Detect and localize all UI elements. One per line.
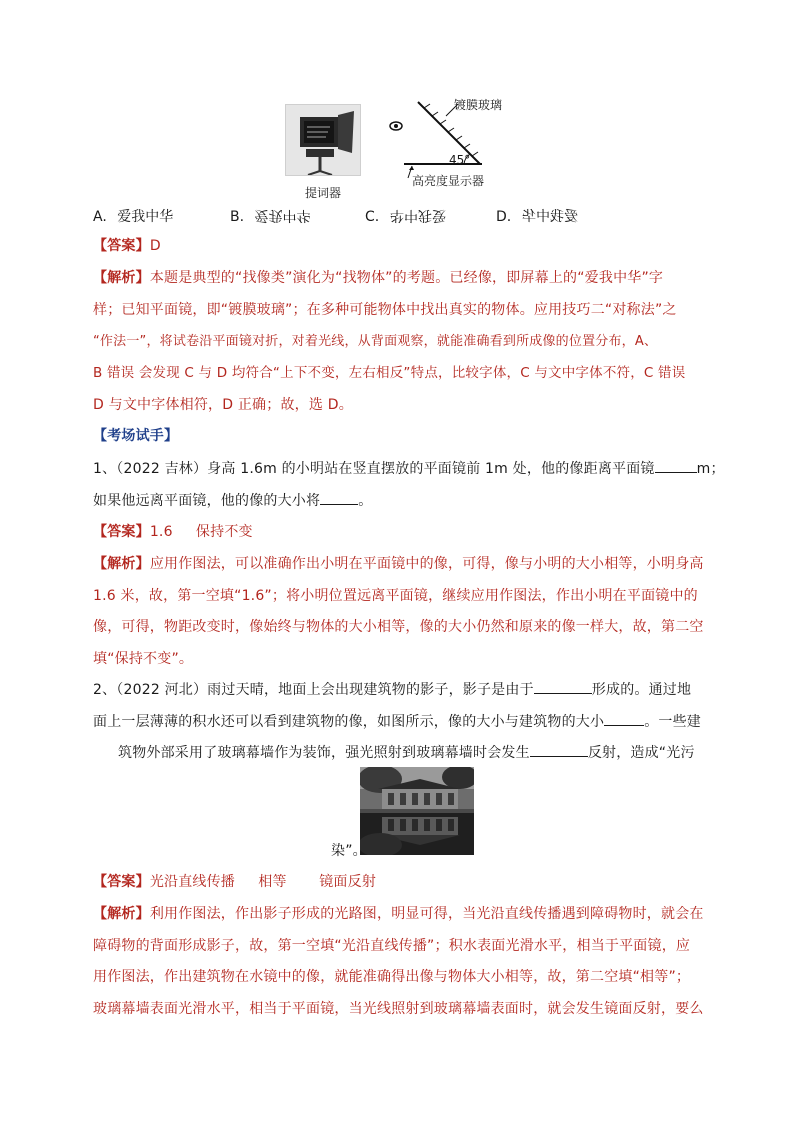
angle-label: 45° <box>449 153 471 167</box>
option-c-text: 爱我中华 <box>389 207 446 223</box>
teleprompter-caption: 提词器 <box>305 186 342 200</box>
option-b-letter: B. <box>230 209 245 225</box>
q2-answer <box>93 871 705 893</box>
option-a-text: 爱我中华 <box>117 209 174 225</box>
q2-blank-3 <box>530 742 588 757</box>
answer-value: D <box>149 238 161 254</box>
q1-blank-2 <box>320 490 358 505</box>
glass-label: 镀膜玻璃 <box>454 98 503 112</box>
q1-answer <box>93 521 705 543</box>
option-d <box>496 206 578 226</box>
option-d-text: 爱我中华 <box>521 209 578 225</box>
q2-analysis-line-2: 障碍物的背面形成影子，故，第一空填“光沿直线传播”；积水表面光滑水平，相当于平面镜，应 <box>93 938 691 954</box>
q1-analysis-line-2: 1.6 米，故，第一空填“1.6”；将小明位置远离平面镜，继续应用作图法，作出小明在平面镜中的 <box>93 588 698 604</box>
answer-value: 1.6 保持不变 <box>149 524 253 540</box>
q2-blank-2 <box>604 711 644 726</box>
q1-stem-line-1: 1、（2022 吉林）身高 1.6m 的小明站在竖直摆放的平面镜前 1m 处，他的像距离平面镜 m； <box>93 458 705 480</box>
option-c <box>365 206 446 226</box>
q2-analysis-line-4: 玻璃幕墙表面光滑水平，相当于平面镜，当光线照射到玻璃幕墙表面时，就会发生镜面反射，要么 <box>93 1001 704 1017</box>
q0-analysis-line-5: D 与文中字体相符，D 正确；故，选 D。 <box>93 397 353 413</box>
option-d-letter: D. <box>496 209 512 225</box>
option-c-letter: C. <box>365 209 380 225</box>
section-title: 【考场试手】 <box>93 428 179 444</box>
q0-analysis-line-4: B 错误 会发现 C 与 D 均符合“上下不变，左右相反”特点，比较字体，C 与文中字体不符，C 错误 <box>93 365 686 381</box>
display-label: 高亮度显示器 <box>412 174 485 188</box>
analysis-tag: 【解析】 <box>93 270 150 286</box>
answer-value: 光沿直线传播 相等 镜面反射 <box>149 874 377 890</box>
q0-analysis-line-1: 【解析】本题是典型的“找像类”演化为“找物体”的考题。已经像，即屏幕上的“爱我中华”字 <box>93 270 664 286</box>
q0-analysis-line-3: “作法一”，将试卷沿平面镜对折，对着光线，从背面观察，就能准确看到所成像的位置分布，A、 <box>93 334 658 349</box>
q2-stem-line-4: 染”。 <box>331 843 367 859</box>
q2-stem-line-3: 筑物外部采用了玻璃幕墙作为装饰，强光照射到玻璃幕墙时会发生 反射，造成“光污 <box>118 742 730 764</box>
q1-analysis-line-3: 像，可得，物距改变时，像始终与物体的大小相等，像的大小仍然和原来的像一样大，故，第二空 <box>93 619 704 635</box>
q1-analysis-line-4: 填“保持不变”。 <box>93 651 194 667</box>
q1-blank-1 <box>655 458 697 473</box>
q1-analysis-line-1: 【解析】应用作图法，可以准确作出小明在平面镜中的像，可得，像与小明的大小相等，小明身高 <box>93 556 704 572</box>
q2-blank-1 <box>534 679 592 694</box>
option-b <box>230 206 311 226</box>
option-a <box>93 206 173 226</box>
analysis-tag: 【解析】 <box>93 906 150 922</box>
q1-stem-line-2: 如果他远离平面镜，他的像的大小将 。 <box>93 490 705 512</box>
answer-tag: 【答案】 <box>93 238 150 254</box>
answer-tag: 【答案】 <box>93 874 150 890</box>
option-a-letter: A. <box>93 209 107 225</box>
q0-analysis-line-2: 样；已知平面镜，即“镀膜玻璃”；在多种可能物体中找出真实的物体。应用技巧二“对称法”之 <box>93 302 677 318</box>
option-b-text: 爱我中华 <box>254 207 311 223</box>
q2-analysis-line-1: 【解析】利用作图法，作出影子形成的光路图，明显可得，当光沿直线传播遇到障碍物时，就会在 <box>93 906 704 922</box>
answer-tag: 【答案】 <box>93 524 150 540</box>
q2-stem-line-1: 2、（2022 河北）雨过天晴，地面上会出现建筑物的影子，影子是由于 形成的。通过地 <box>93 679 705 701</box>
teleprompter-photo <box>285 104 361 176</box>
analysis-tag: 【解析】 <box>93 556 150 572</box>
q0-answer <box>93 235 705 257</box>
q2-stem-line-2: 面上一层薄薄的积水还可以看到建筑物的像，如图所示，像的大小与建筑物的大小 。一些建 <box>93 711 705 733</box>
q2-analysis-line-3: 用作图法，作出建筑物在水镜中的像，就能准确得出像与物体大小相等，故，第二空填“相等”； <box>93 969 691 985</box>
